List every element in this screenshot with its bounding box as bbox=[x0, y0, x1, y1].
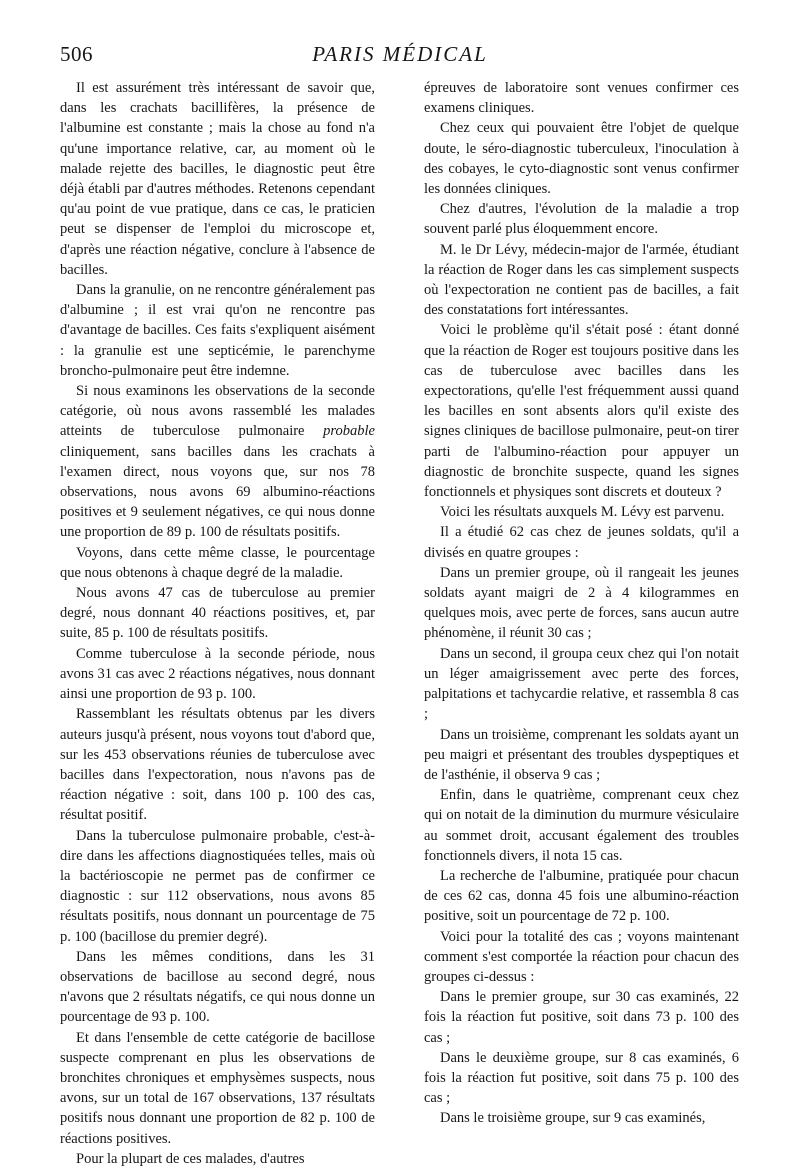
paragraph: Dans un troisième, comprenant les soldats ayant un peu maigri et présentant des troubles dyspeptiques et de l'asthénie, il observa 9 cas ; bbox=[424, 726, 739, 783]
paragraph: Dans les mêmes conditions, dans les 31 observations de bacillose au second degré, nous n'avons que 2 résultats négatifs, ce qui nous donne un pourcentage de 93 p. 100. bbox=[60, 948, 375, 1026]
emphasized-word: probable bbox=[323, 423, 375, 440]
paragraph: Et dans l'ensemble de cette catégorie de bacillose suspecte comprenant en plus les observations de bronchites chroniques et emphysèmes suspects, nous avons, sur un total de 167 observations, 137 résultats positifs nous donnant une proportion de 82 p. 100 de réactions positives. bbox=[60, 1029, 375, 1147]
text-run: cliniquement, sans bacilles dans les crachats à l'examen direct, nous voyons que, sur nos 78 observations, nous avons 69 albumino-réactions positives et 9 seulement négatives, ce qui nous donne une proportion de 89 p. 100 de résultats positifs. bbox=[60, 443, 375, 541]
paragraph: M. le Dr Lévy, médecin-major de l'armée, étudiant la réaction de Roger dans les cas simplement suspects où l'expectoration ne contient pas de bacilles, a fait des constatations fort intéressantes. bbox=[424, 241, 739, 319]
paragraph: Voici les résultats auxquels M. Lévy est parvenu. bbox=[440, 504, 725, 521]
paragraph: Dans le premier groupe, sur 30 cas examinés, 22 fois la réaction fut positive, soit dans 73 p. 100 des cas ; bbox=[424, 989, 739, 1046]
paragraph: Enfin, dans le quatrième, comprenant ceux chez qui on notait de la diminution du murmure vésiculaire au sommet droit, accusant également des troubles fonctionnels divers, il nota 15 cas. bbox=[424, 787, 739, 864]
paragraph bbox=[60, 381, 375, 543]
paragraph: Il est assurément très intéressant de savoir que, dans les crachats bacillifères, la présence de l'albumine est constante ; mais la chose au fond n'a qu'une importance relative, car, au moment où le malade rejette des bacilles, le diagnostic peut être déjà établi par d'autres méthodes. Retenons cependant qu'au point de vue pratique, dans ce cas, le praticien peut se dispenser de l'emploi du microscope et, d'après une réaction négative, conclure à l'absence de bacilles. bbox=[60, 80, 375, 278]
paragraph: Dans la granulie, on ne rencontre généralement pas d'albumine ; il est vrai qu'on ne rencontre pas d'avantage de bacilles. Ces faits s'expliquent aisément : la granulie est une septicémie, le parenchyme broncho-pulmonaire peut être indemne. bbox=[60, 282, 375, 379]
text-run: Si nous examinons les observations de la seconde catégorie, où nous avons rassemblé les malades atteints de tuberculose pulmonaire bbox=[60, 383, 375, 440]
paragraph: Voici pour la totalité des cas ; voyons maintenant comment s'est comportée la réaction pour chacun des groupes ci-dessus : bbox=[424, 928, 739, 985]
paragraph: Pour la plupart de ces malades, d'autres bbox=[76, 1150, 305, 1167]
left-column bbox=[60, 78, 375, 1169]
paragraph: Dans la tuberculose pulmonaire probable, c'est-à-dire dans les affections diagnostiquées telles, mais où la bactérioscopie ne permet pas de confirmer ce diagnostic : sur 112 observations, nous avons 85 résultats positifs, nous donnant un pourcentage de 75 p. 100 (bacillose du premier degré). bbox=[60, 827, 375, 945]
paragraph: La recherche de l'albumine, pratiquée pour chacun de ces 62 cas, donna 45 fois une albumino-réaction positive, soit un pourcentage de 72 p. 100. bbox=[424, 867, 739, 925]
paragraph: Dans un premier groupe, où il rangeait les jeunes soldats ayant maigri de 2 à 4 kilogrammes en quelques mois, avec perte de forces, sans aucun autre phénomène, il réunit 30 cas ; bbox=[424, 564, 739, 642]
paragraph: Dans un second, il groupa ceux chez qui l'on notait un léger amaigrissement avec perte des forces, palpitations et tachycardie relative, et rassembla 8 cas ; bbox=[424, 645, 739, 723]
paragraph: Nous avons 47 cas de tuberculose au premier degré, nous donnant 40 réactions positives, et, par suite, 85 p. 100 de résultats positifs. bbox=[60, 585, 375, 642]
paragraph: Chez ceux qui pouvaient être l'objet de quelque doute, le séro-diagnostic tuberculeux, l'inoculation à des cobayes, le cyto-diagnostic sont venus confirmer les données cliniques. bbox=[424, 120, 739, 198]
paragraph: épreuves de laboratoire sont venues confirmer ces examens cliniques. bbox=[424, 80, 739, 117]
paragraph: Voici le problème qu'il s'était posé : étant donné que la réaction de Roger est toujours positive dans les cas de tuberculose avec bacilles dans les expectorations, qu'elle l'est fréquemment aussi quand les bacilles en sont absents alors qu'il existe des signes cliniques de bacillose pulmonaire, peut-on tirer parti de l'albumino-réaction pour appuyer un diagnostic de bronchite suspecte, quand les signes fonctionnels et physiques sont discrets et douteux ? bbox=[424, 322, 739, 501]
paragraph: Rassemblant les résultats obtenus par les divers auteurs jusqu'à présent, nous voyons tout d'abord que, sur les 453 observations réunies de tuberculose avec bacilles dans l'expectoration, nous n'avons pas de réaction négative : soit, dans 100 p. 100 des cas, résultat positif. bbox=[60, 706, 375, 824]
paragraph: Il a étudié 62 cas chez de jeunes soldats, qu'il a divisés en quatre groupes : bbox=[424, 524, 739, 561]
paragraph: Voyons, dans cette même classe, le pourcentage que nous obtenons à chaque degré de la maladie. bbox=[60, 544, 375, 581]
paragraph: Dans le deuxième groupe, sur 8 cas examinés, 6 fois la réaction fut positive, soit dans 75 p. 100 des cas ; bbox=[424, 1049, 739, 1107]
paragraph: Chez d'autres, l'évolution de la maladie a trop souvent parlé plus éloquemment encore. bbox=[424, 201, 739, 238]
page-number: 506 bbox=[60, 42, 93, 66]
paragraph: Comme tuberculose à la seconde période, nous avons 31 cas avec 2 réactions négatives, nous donnant ainsi une proportion de 93 p. 100. bbox=[60, 645, 375, 703]
paragraph: Dans le troisième groupe, sur 9 cas examinés, bbox=[440, 1110, 706, 1127]
journal-title: PARIS MÉDICAL bbox=[312, 42, 488, 66]
right-column bbox=[424, 78, 739, 1129]
